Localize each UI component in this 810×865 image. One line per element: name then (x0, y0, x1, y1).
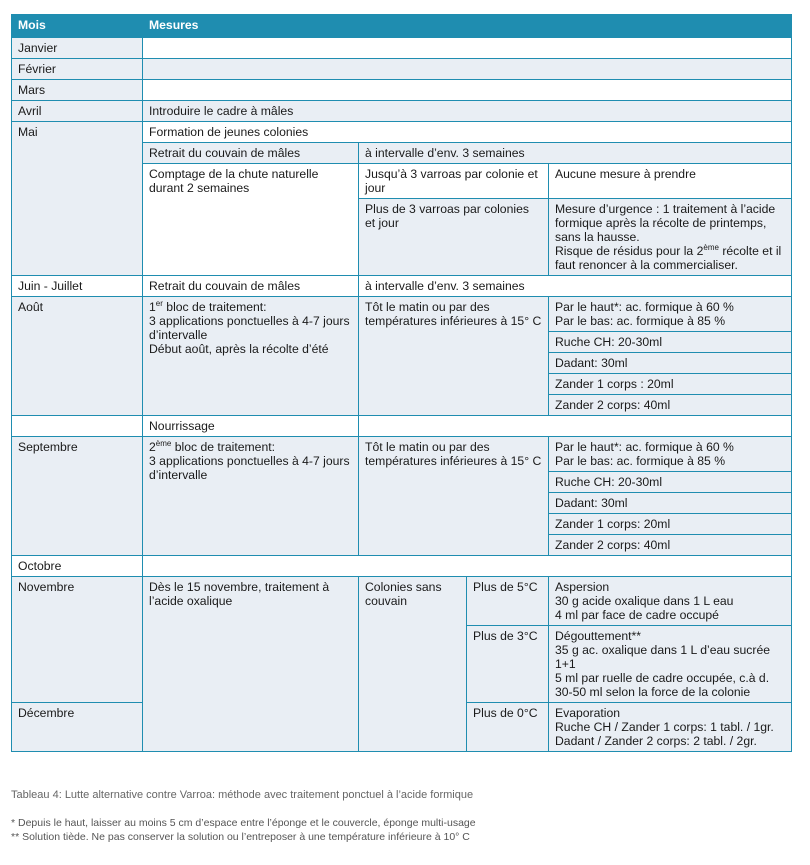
month-juin-juillet: Juin - Juillet (12, 276, 143, 297)
footnote-2: ** Solution tiède. Ne pas conserver la solution ou l’entreposer à une température inférieure à 10° C (11, 831, 470, 843)
juin-retrait: Retrait du couvain de mâles (143, 276, 359, 297)
sept-dadant: Dadant: 30ml (549, 493, 792, 514)
aspersion-line3: 4 ml par face de cadre occupé (555, 608, 719, 622)
nov-aspersion (549, 577, 792, 626)
table-caption: Tableau 4: Lutte alternative contre Varroa: méthode avec traitement ponctuel à l’acide formique (11, 789, 474, 801)
mai-jusqu: Jusqu’à 3 varroas par colonie et jour (359, 164, 549, 199)
aout-bloc (143, 297, 359, 416)
nov-plus3: Plus de 3°C (467, 626, 549, 703)
sept-bloc-num: 2 (149, 440, 156, 454)
urgence-line2b: récolte et il faut renoncer à la commercialiser. (555, 244, 782, 272)
month-mars: Mars (12, 80, 143, 101)
month-octobre: Octobre (12, 556, 143, 577)
sept-bloc-sup: ème (155, 438, 172, 448)
nov-colonies: Colonies sans couvain (359, 577, 467, 752)
month-septembre: Septembre (12, 437, 143, 556)
aout-zander2: Zander 2 corps: 40ml (549, 395, 792, 416)
degout-line3: 5 ml par ruelle de cadre occupée, c.à d. 30-50 ml selon la force de la colonie (555, 671, 770, 699)
row-mars (12, 80, 792, 101)
aspersion-title: Aspersion (555, 580, 610, 594)
month-empty (12, 416, 143, 437)
sept-temp: Tôt le matin ou par des températures inférieures à 15° C (359, 437, 549, 556)
evap-line3: Dadant / Zander 2 corps: 2 tabl. / 2gr. (555, 734, 757, 748)
sept-bloc-title: bloc de traitement: (171, 440, 275, 454)
sept-ch: Ruche CH: 20-30ml (549, 472, 792, 493)
month-janvier: Janvier (12, 38, 143, 59)
header-mesures: Mesures (143, 15, 792, 38)
aout-temp: Tôt le matin ou par des températures inférieures à 15° C (359, 297, 549, 416)
row-fevrier (12, 59, 792, 80)
sept-bas: Par le bas: ac. formique à 85 % (555, 454, 726, 468)
sept-dosage (549, 437, 792, 472)
row-avril (12, 101, 792, 122)
mai-urgence (549, 199, 792, 276)
nov-traitement: Dès le 15 novembre, traitement à l’acide oxalique (143, 577, 359, 752)
mai-formation: Formation de jeunes colonies (143, 122, 792, 143)
dec-evaporation (549, 703, 792, 752)
aout-bas: Par le bas: ac. formique à 85 % (555, 314, 726, 328)
dec-plus0: Plus de 0°C (467, 703, 549, 752)
row-janvier (12, 38, 792, 59)
aout-bloc-title: bloc de traitement: (162, 300, 267, 314)
row-nourrissage (12, 416, 792, 437)
urgence-line1: Mesure d’urgence : 1 traitement à l’acide formique après la récolte de printemps, sans la hausse. (555, 202, 776, 244)
row-nov-1 (12, 577, 792, 626)
aout-dadant: Dadant: 30ml (549, 353, 792, 374)
evap-line2: Ruche CH / Zander 1 corps: 1 tabl. / 1gr. (555, 720, 774, 734)
nourrissage: Nourrissage (143, 416, 359, 437)
varroa-treatment-table (11, 14, 792, 752)
degout-line2: 35 g ac. oxalique dans 1 L d’eau sucrée 1+1 (555, 643, 771, 671)
aout-dosage (549, 297, 792, 332)
month-aout: Août (12, 297, 143, 416)
row-mai (12, 122, 792, 143)
month-avril: Avril (12, 101, 143, 122)
aout-bloc-sup: er (155, 298, 163, 308)
mai-plus3: Plus de 3 varroas par colonies et jour (359, 199, 549, 276)
mesure-avril: Introduire le cadre à mâles (143, 101, 792, 122)
header-mois: Mois (12, 15, 143, 38)
urgence-sup: ème (703, 242, 719, 252)
nourrissage-empty (359, 416, 792, 437)
row-octobre (12, 556, 792, 577)
footnote-1: * Depuis le haut, laisser au moins 5 cm d’espace entre l’éponge et le couvercle, éponge multi-usage (11, 817, 476, 829)
aout-haut: Par le haut*: ac. formique à 60 % (555, 300, 734, 314)
urgence-line2a: Risque de résidus pour la 2 (555, 244, 704, 258)
header-row (12, 15, 792, 38)
month-decembre: Décembre (12, 703, 143, 752)
sept-zander1: Zander 1 corps: 20ml (549, 514, 792, 535)
sept-haut: Par le haut*: ac. formique à 60 % (555, 440, 734, 454)
aout-ch: Ruche CH: 20-30ml (549, 332, 792, 353)
row-aout-1 (12, 297, 792, 332)
mai-intervalle: à intervalle d’env. 3 semaines (359, 143, 792, 164)
juin-intervalle: à intervalle d’env. 3 semaines (359, 276, 792, 297)
aout-bloc-line2: 3 applications ponctuelles à 4-7 jours d’intervalle (149, 314, 350, 342)
row-sept-1 (12, 437, 792, 472)
month-novembre: Novembre (12, 577, 143, 703)
mesure-empty (143, 80, 792, 101)
aout-bloc-num: 1 (149, 300, 156, 314)
mesure-empty (143, 59, 792, 80)
mesure-empty (143, 556, 792, 577)
degout-title: Dégouttement** (555, 629, 642, 643)
nov-degouttement (549, 626, 792, 703)
mesure-empty (143, 38, 792, 59)
nov-plus5: Plus de 5°C (467, 577, 549, 626)
month-fevrier: Février (12, 59, 143, 80)
sept-bloc-line2: 3 applications ponctuelles à 4-7 jours d’intervalle (149, 454, 350, 482)
aout-zander1: Zander 1 corps : 20ml (549, 374, 792, 395)
sept-bloc (143, 437, 359, 556)
mai-retrait: Retrait du couvain de mâles (143, 143, 359, 164)
mai-comptage: Comptage de la chute naturelle durant 2 semaines (143, 164, 359, 276)
aout-bloc-line3: Début août, après la récolte d’été (149, 342, 329, 356)
month-mai: Mai (12, 122, 143, 276)
evap-title: Evaporation (555, 706, 621, 720)
sept-zander2: Zander 2 corps: 40ml (549, 535, 792, 556)
row-juin-juillet (12, 276, 792, 297)
mai-aucune: Aucune mesure à prendre (549, 164, 792, 199)
aspersion-line2: 30 g acide oxalique dans 1 L eau (555, 594, 734, 608)
